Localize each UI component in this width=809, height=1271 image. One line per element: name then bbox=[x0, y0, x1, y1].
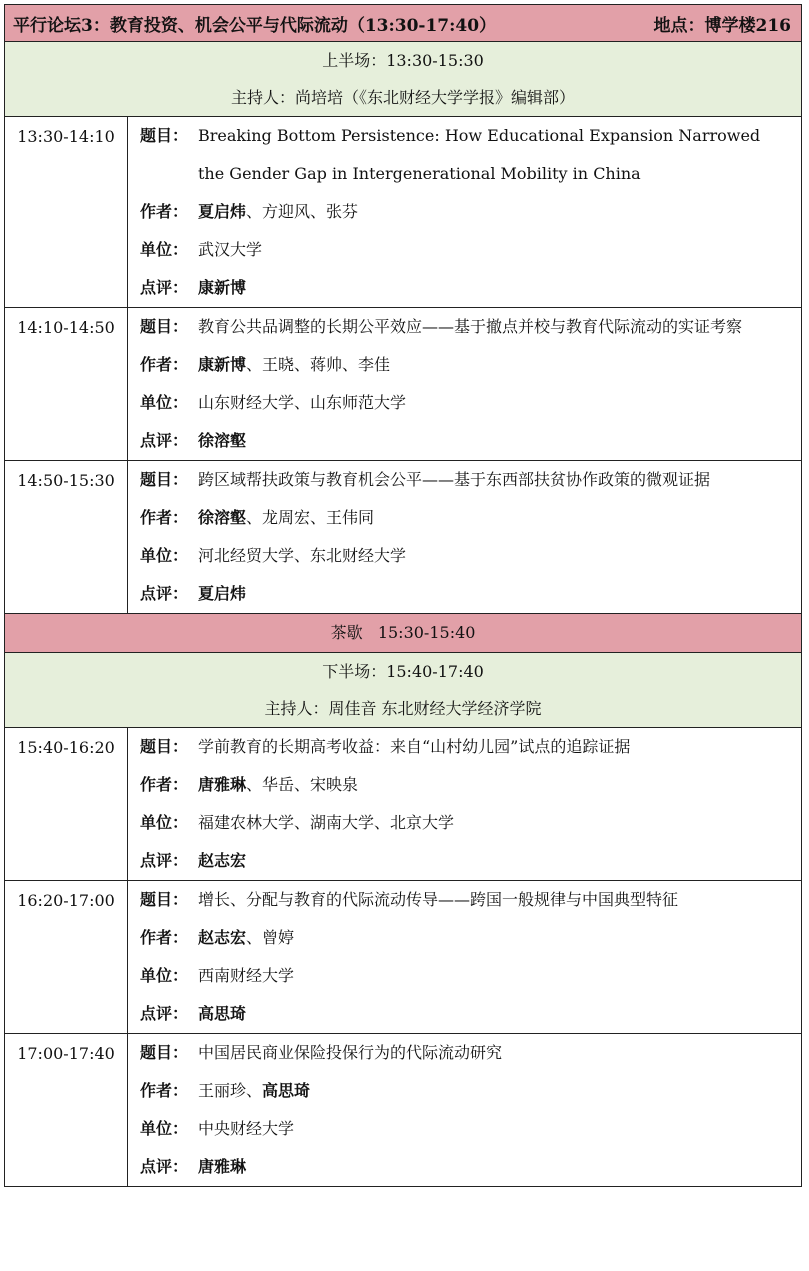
session1-time: 上半场：13:30-15:30 bbox=[322, 51, 484, 70]
paper-details bbox=[128, 1034, 802, 1187]
title-label: 题目： bbox=[140, 890, 189, 909]
paper-authors-row bbox=[140, 346, 789, 384]
paper-row bbox=[5, 1034, 802, 1187]
paper-authors-row bbox=[140, 499, 789, 537]
paper-time bbox=[5, 117, 128, 308]
session2-header-row bbox=[5, 653, 802, 728]
session1-header-row bbox=[5, 42, 802, 117]
title-label: 题目： bbox=[140, 737, 189, 756]
paper-time bbox=[5, 1034, 128, 1187]
paper-authors bbox=[198, 346, 789, 384]
discussant-label: 点评： bbox=[140, 431, 189, 450]
session1-header bbox=[5, 42, 802, 117]
affiliation-label: 单位： bbox=[140, 813, 189, 832]
paper-authors bbox=[198, 766, 789, 804]
forum-header bbox=[5, 5, 802, 42]
paper-title-row bbox=[140, 881, 789, 919]
forum-location: 地点：博学楼216 bbox=[653, 15, 792, 36]
paper-time-text: 14:10-14:50 bbox=[17, 318, 115, 337]
session2-host: 主持人：周佳音 东北财经大学经济学院 bbox=[264, 699, 542, 718]
paper-title: Breaking Bottom Persistence: How Educational Expansion Narrowed the Gender Gap in Intergenerational Mobility in China bbox=[198, 126, 761, 183]
paper-discussant-row bbox=[140, 575, 789, 613]
paper-discussant: 徐溶壑 bbox=[198, 431, 247, 450]
discussant-label: 点评： bbox=[140, 1157, 189, 1176]
paper-affiliation: 河北经贸大学、东北财经大学 bbox=[198, 546, 407, 565]
authors-label: 作者： bbox=[140, 1081, 189, 1100]
program-table bbox=[4, 4, 802, 1187]
paper-details bbox=[128, 117, 802, 308]
paper-affiliation: 西南财经大学 bbox=[198, 966, 295, 985]
paper-title-row bbox=[140, 308, 789, 346]
forum-header-row bbox=[5, 5, 802, 42]
paper-details bbox=[128, 881, 802, 1034]
affiliation-label: 单位： bbox=[140, 1119, 189, 1138]
discussant-label: 点评： bbox=[140, 851, 189, 870]
co-authors: 、方迎风、张芬 bbox=[246, 202, 359, 221]
presenting-author: 康新博 bbox=[198, 355, 247, 374]
paper-row bbox=[5, 461, 802, 614]
paper-affiliation-row bbox=[140, 384, 789, 422]
paper-authors bbox=[198, 193, 789, 231]
paper-affiliation-row bbox=[140, 804, 789, 842]
presenting-author: 徐溶壑 bbox=[198, 508, 247, 527]
paper-discussant: 康新博 bbox=[198, 278, 247, 297]
paper-title-row bbox=[140, 461, 789, 499]
paper-authors-row bbox=[140, 1072, 789, 1110]
co-authors: 、华岳、宋映泉 bbox=[246, 775, 359, 794]
paper-discussant-row bbox=[140, 1148, 789, 1186]
paper-title-row bbox=[140, 1034, 789, 1072]
paper-row bbox=[5, 308, 802, 461]
paper-discussant: 高思琦 bbox=[198, 1004, 247, 1023]
co-authors: 、龙周宏、王伟同 bbox=[246, 508, 375, 527]
presenting-author: 夏启炜 bbox=[198, 202, 247, 221]
paper-authors bbox=[198, 919, 789, 957]
tea-break-row bbox=[5, 614, 802, 653]
paper-details bbox=[128, 728, 802, 881]
presenting-author: 高思琦 bbox=[262, 1081, 311, 1100]
paper-time-text: 15:40-16:20 bbox=[17, 738, 115, 757]
paper-affiliation: 山东财经大学、山东师范大学 bbox=[198, 393, 407, 412]
paper-time bbox=[5, 728, 128, 881]
paper-affiliation-row bbox=[140, 1110, 789, 1148]
paper-title-row bbox=[140, 728, 789, 766]
paper-affiliation-row bbox=[140, 231, 789, 269]
paper-title-row bbox=[140, 117, 789, 193]
paper-affiliation-row bbox=[140, 537, 789, 575]
session2-time: 下半场：15:40-17:40 bbox=[322, 662, 484, 681]
paper-time-text: 13:30-14:10 bbox=[17, 127, 115, 146]
forum-title: 平行论坛3：教育投资、机会公平与代际流动（13:30-17:40） bbox=[13, 15, 497, 36]
affiliation-label: 单位： bbox=[140, 546, 189, 565]
paper-authors-row bbox=[140, 766, 789, 804]
paper-discussant: 赵志宏 bbox=[198, 851, 247, 870]
session2-papers bbox=[5, 728, 802, 1187]
paper-title: 教育公共品调整的长期公平效应——基于撤点并校与教育代际流动的实证考察 bbox=[198, 317, 743, 336]
paper-time-text: 17:00-17:40 bbox=[17, 1044, 115, 1063]
paper-discussant-row bbox=[140, 995, 789, 1033]
title-label: 题目： bbox=[140, 1043, 189, 1062]
co-authors: 、曾婷 bbox=[246, 928, 295, 947]
paper-row bbox=[5, 728, 802, 881]
paper-affiliation: 中央财经大学 bbox=[198, 1119, 295, 1138]
paper-authors-row bbox=[140, 193, 789, 231]
paper-discussant-row bbox=[140, 842, 789, 880]
authors-label: 作者： bbox=[140, 928, 189, 947]
authors-label: 作者： bbox=[140, 775, 189, 794]
paper-time bbox=[5, 881, 128, 1034]
paper-discussant-row bbox=[140, 422, 789, 460]
tea-break: 茶歇 15:30-15:40 bbox=[5, 614, 802, 653]
paper-time-text: 14:50-15:30 bbox=[17, 471, 115, 490]
paper-details bbox=[128, 308, 802, 461]
affiliation-label: 单位： bbox=[140, 966, 189, 985]
discussant-label: 点评： bbox=[140, 278, 189, 297]
paper-title: 学前教育的长期高考收益：来自“山村幼儿园”试点的追踪证据 bbox=[198, 737, 631, 756]
co-authors: 、王晓、蒋帅、李佳 bbox=[246, 355, 391, 374]
title-label: 题目： bbox=[140, 126, 189, 145]
paper-affiliation: 福建农林大学、湖南大学、北京大学 bbox=[198, 813, 455, 832]
title-label: 题目： bbox=[140, 317, 189, 336]
paper-time bbox=[5, 461, 128, 614]
discussant-label: 点评： bbox=[140, 1004, 189, 1023]
paper-details bbox=[128, 461, 802, 614]
paper-row bbox=[5, 117, 802, 308]
paper-time bbox=[5, 308, 128, 461]
authors-label: 作者： bbox=[140, 508, 189, 527]
presenting-author: 唐雅琳 bbox=[198, 775, 247, 794]
affiliation-label: 单位： bbox=[140, 393, 189, 412]
paper-discussant-row bbox=[140, 269, 789, 307]
session1-host: 主持人：尚培培（《东北财经大学学报》编辑部） bbox=[231, 88, 576, 107]
discussant-label: 点评： bbox=[140, 584, 189, 603]
paper-discussant: 夏启炜 bbox=[198, 584, 247, 603]
paper-time-text: 16:20-17:00 bbox=[17, 891, 115, 910]
authors-label: 作者： bbox=[140, 202, 189, 221]
author-prefix: 王丽珍、 bbox=[198, 1081, 263, 1100]
paper-discussant: 唐雅琳 bbox=[198, 1157, 247, 1176]
paper-affiliation: 武汉大学 bbox=[198, 240, 263, 259]
paper-title: 增长、分配与教育的代际流动传导——跨国一般规律与中国典型特征 bbox=[198, 890, 679, 909]
paper-title: 中国居民商业保险投保行为的代际流动研究 bbox=[198, 1043, 503, 1062]
paper-title: 跨区域帮扶政策与教育机会公平——基于东西部扶贫协作政策的微观证据 bbox=[198, 470, 711, 489]
authors-label: 作者： bbox=[140, 355, 189, 374]
paper-authors-row bbox=[140, 919, 789, 957]
forum-program-sheet bbox=[4, 4, 801, 1187]
paper-authors bbox=[198, 1072, 789, 1110]
paper-authors bbox=[198, 499, 789, 537]
affiliation-label: 单位： bbox=[140, 240, 189, 259]
session1-papers bbox=[5, 117, 802, 614]
paper-affiliation-row bbox=[140, 957, 789, 995]
session2-header bbox=[5, 653, 802, 728]
paper-row bbox=[5, 881, 802, 1034]
presenting-author: 赵志宏 bbox=[198, 928, 247, 947]
title-label: 题目： bbox=[140, 470, 189, 489]
